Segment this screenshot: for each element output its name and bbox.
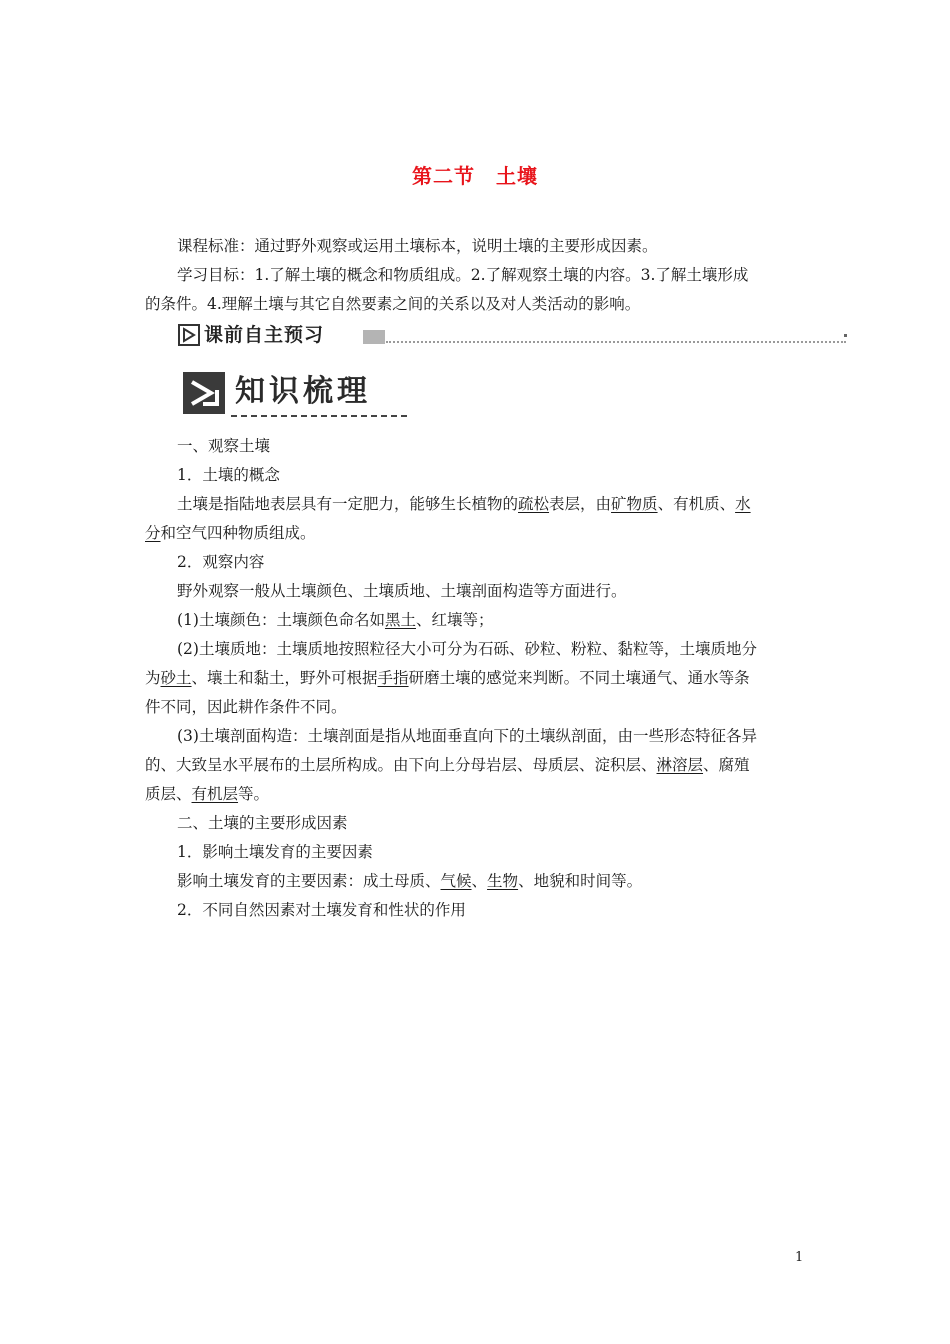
section-banner-label: 课前自主预习 bbox=[204, 324, 325, 346]
course-standard: 课程标准：通过野外观察或运用土壤标本，说明土壤的主要形成因素。 bbox=[177, 237, 658, 255]
soil-color: (1)土壤颜色：土壤颜色命名如黑土、红壤等； bbox=[177, 611, 494, 629]
arrow-icon bbox=[178, 324, 200, 346]
soil-texture-line1: (2)土壤质地：土壤质地按照粒径大小可分为石砾、砂粒、粉粒、黏粒等，土壤质地分 bbox=[177, 640, 757, 658]
heading-factor-effects: 2．不同自然因素对土壤发育和性状的作用 bbox=[177, 901, 466, 919]
main-factors-text: 影响土壤发育的主要因素：成土母质、气候、生物、地貌和时间等。 bbox=[177, 872, 643, 890]
page-title: 第二节 土壤 bbox=[412, 164, 538, 188]
heading-observe-content: 2．观察内容 bbox=[177, 553, 265, 571]
heading-main-factors: 1．影响土壤发育的主要因素 bbox=[177, 843, 373, 861]
soil-texture-line3: 件不同，因此耕作条件不同。 bbox=[145, 698, 347, 716]
check-arrow-icon bbox=[183, 372, 225, 414]
learning-goals-line1: 学习目标：1.了解土壤的概念和物质组成。2.了解观察土壤的内容。3.了解土壤形成 bbox=[177, 266, 749, 284]
observe-text: 野外观察一般从土壤颜色、土壤质地、土壤剖面构造等方面进行。 bbox=[177, 582, 627, 600]
banner-decoration bbox=[363, 330, 385, 344]
soil-concept-line1: 土壤是指陆地表层具有一定肥力，能够生长植物的疏松表层，由矿物质、有机质、水 bbox=[177, 495, 751, 513]
page-number: 1 bbox=[795, 1250, 804, 1265]
soil-profile-line1: (3)土壤剖面构造：土壤剖面是指从地面垂直向下的土壤纵剖面，由一些形态特征各异 bbox=[177, 727, 757, 745]
heading-observe-soil: 一、观察土壤 bbox=[177, 437, 271, 455]
soil-concept-line2: 分和空气四种物质组成。 bbox=[145, 524, 316, 542]
learning-goals-line2: 的条件。4.理解土壤与其它自然要素之间的关系以及对人类活动的影响。 bbox=[145, 295, 641, 313]
heading-soil-concept: 1．土壤的概念 bbox=[177, 466, 280, 484]
knowledge-header-dash bbox=[231, 415, 407, 417]
banner-dotted-line bbox=[386, 341, 846, 343]
soil-texture-line2: 为砂土、壤土和黏土，野外可根据手指研磨土壤的感觉来判断。不同土壤通气、通水等条 bbox=[145, 669, 750, 687]
knowledge-header bbox=[183, 372, 413, 418]
soil-profile-line3: 质层、有机层等。 bbox=[145, 785, 270, 803]
banner-end-mark bbox=[844, 334, 847, 337]
section-banner bbox=[178, 322, 848, 348]
heading-formation-factors: 二、土壤的主要形成因素 bbox=[177, 814, 348, 832]
knowledge-header-label: 知识梳理 bbox=[235, 374, 371, 409]
soil-profile-line2: 的、大致呈水平展布的土层所构成。由下向上分母岩层、母质层、淀积层、淋溶层、腐殖 bbox=[145, 756, 750, 774]
